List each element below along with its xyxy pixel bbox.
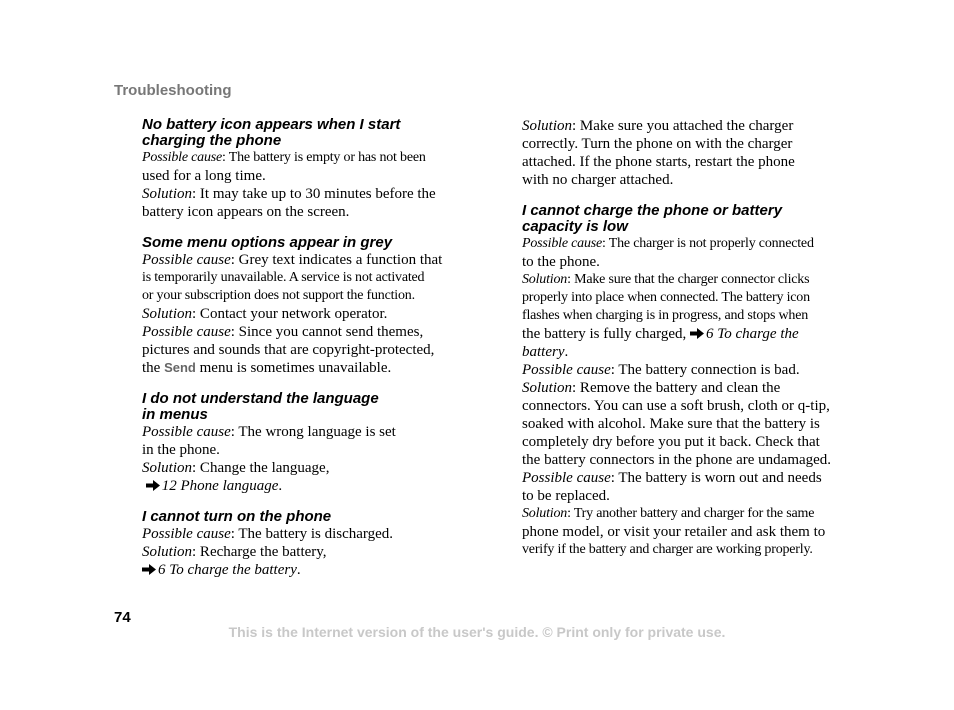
- possible-cause-label: Possible cause: [522, 236, 603, 251]
- solution-label: Solution: [522, 506, 568, 521]
- paragraph: with no charger attached.: [522, 172, 674, 188]
- possible-cause-label: Possible cause: [142, 424, 231, 440]
- paragraph: to be replaced.: [522, 488, 610, 504]
- paragraph: attached. If the phone starts, restart the phone: [522, 154, 795, 170]
- heading-line: No battery icon appears when I start: [142, 116, 401, 133]
- heading-line: I cannot charge the phone or battery: [522, 202, 783, 219]
- possible-cause-label: Possible cause: [522, 470, 611, 486]
- heading-line: in menus: [142, 406, 208, 423]
- paragraph: is temporarily unavailable. A service is not activated: [142, 270, 425, 285]
- text: : Contact your network operator.: [192, 306, 388, 322]
- paragraph: [522, 379, 854, 397]
- paragraph: completely dry before you put it back. Check that: [522, 434, 820, 450]
- paragraph: connectors. You can use a soft brush, cloth or q-tip,: [522, 398, 830, 414]
- solution-label: Solution: [142, 544, 193, 560]
- text: : The battery is empty or has not been: [222, 150, 426, 165]
- reference-text: 6 To charge the: [706, 326, 799, 342]
- paragraph: properly into place when connected. The battery icon: [522, 290, 810, 305]
- reference-text: battery: [522, 344, 565, 360]
- text: : The wrong language is set: [230, 424, 396, 440]
- possible-cause-label: Possible cause: [522, 362, 611, 378]
- possible-cause-label: Possible cause: [142, 252, 231, 268]
- text: .: [296, 562, 301, 578]
- paragraph: [142, 149, 472, 167]
- heading-line: capacity is low: [522, 218, 628, 235]
- arrow-right-icon: [146, 480, 160, 491]
- section-title: Troubleshooting: [114, 82, 232, 99]
- reference-link[interactable]: [522, 325, 854, 343]
- paragraph: [522, 469, 854, 487]
- paragraph: phone model, or visit your retailer and ask them to: [522, 524, 826, 540]
- paragraph: [142, 423, 472, 441]
- paragraph: [522, 235, 854, 253]
- text: : Change the language,: [192, 460, 330, 476]
- text: : The battery is worn out and needs: [610, 470, 822, 486]
- paragraph: verify if the battery and charger are working properly.: [522, 542, 813, 557]
- solution-label: Solution: [522, 380, 573, 396]
- heading-cannot-charge: [522, 203, 854, 235]
- paragraph: [142, 359, 472, 377]
- text: .: [564, 344, 569, 360]
- text: : Try another battery and charger for the same: [567, 506, 815, 521]
- paragraph: [142, 185, 472, 203]
- reference-text: 6 To charge the battery: [158, 562, 297, 578]
- possible-cause-label: Possible cause: [142, 526, 231, 542]
- possible-cause-label: Possible cause: [142, 324, 231, 340]
- text: : Make sure you attached the charger: [572, 118, 794, 134]
- paragraph: [522, 117, 854, 135]
- solution-label: Solution: [522, 118, 573, 134]
- heading-line: charging the phone: [142, 132, 282, 149]
- solution-label: Solution: [142, 306, 193, 322]
- text: menu is sometimes unavailable.: [195, 360, 392, 376]
- paragraph: [142, 305, 472, 323]
- reference-text: 12 Phone language: [161, 478, 279, 494]
- left-column: [142, 117, 472, 579]
- page-number: 74: [114, 609, 131, 626]
- paragraph: [522, 271, 854, 289]
- heading-language: [142, 391, 472, 423]
- text: the: [142, 360, 165, 376]
- paragraph: in the phone.: [142, 442, 220, 458]
- text: : It may take up to 30 minutes before the: [192, 186, 436, 202]
- paragraph: [142, 251, 472, 269]
- paragraph: [522, 361, 854, 379]
- text: : Recharge the battery,: [192, 544, 327, 560]
- text: : Since you cannot send themes,: [230, 324, 424, 340]
- footer-notice: This is the Internet version of the user's guide. © Print only for private use.: [228, 624, 726, 640]
- paragraph: [142, 459, 472, 477]
- text: .: [278, 478, 283, 494]
- paragraph: [142, 323, 472, 341]
- send-menu-label: Send: [164, 360, 196, 375]
- paragraph: [142, 543, 472, 561]
- right-column: [522, 117, 854, 559]
- paragraph: battery icon appears on the screen.: [142, 204, 350, 220]
- heading-line: I do not understand the language: [142, 390, 379, 407]
- paragraph: [522, 505, 854, 523]
- heading-menu-grey: Some menu options appear in grey: [142, 234, 393, 251]
- reference-link[interactable]: [142, 561, 472, 579]
- paragraph: pictures and sounds that are copyright-protected,: [142, 342, 435, 358]
- solution-label: Solution: [522, 272, 568, 287]
- text: : Grey text indicates a function that: [230, 252, 443, 268]
- text: : The battery is discharged.: [230, 526, 394, 542]
- heading-no-battery-icon: [142, 117, 472, 149]
- arrow-right-icon: [142, 564, 156, 575]
- solution-label: Solution: [142, 460, 193, 476]
- paragraph: correctly. Turn the phone on with the charger: [522, 136, 793, 152]
- text: : Remove the battery and clean the: [572, 380, 781, 396]
- possible-cause-label: Possible cause: [142, 150, 223, 165]
- text: the battery is fully charged,: [522, 326, 691, 342]
- paragraph: or your subscription does not support the function.: [142, 288, 415, 303]
- reference-link[interactable]: [522, 343, 854, 361]
- paragraph: [142, 525, 472, 543]
- paragraph: soaked with alcohol. Make sure that the battery is: [522, 416, 820, 432]
- text: : Make sure that the charger connector clicks: [567, 272, 810, 287]
- paragraph: the battery connectors in the phone are undamaged.: [522, 452, 832, 468]
- paragraph: flashes when charging is in progress, and stops when: [522, 308, 809, 323]
- heading-cannot-turn-on: I cannot turn on the phone: [142, 508, 332, 525]
- reference-link[interactable]: [142, 477, 472, 495]
- arrow-right-icon: [690, 328, 704, 339]
- text: : The charger is not properly connected: [602, 236, 814, 251]
- text: : The battery connection is bad.: [610, 362, 800, 378]
- paragraph: used for a long time.: [142, 168, 266, 184]
- paragraph: to the phone.: [522, 254, 600, 270]
- solution-label: Solution: [142, 186, 193, 202]
